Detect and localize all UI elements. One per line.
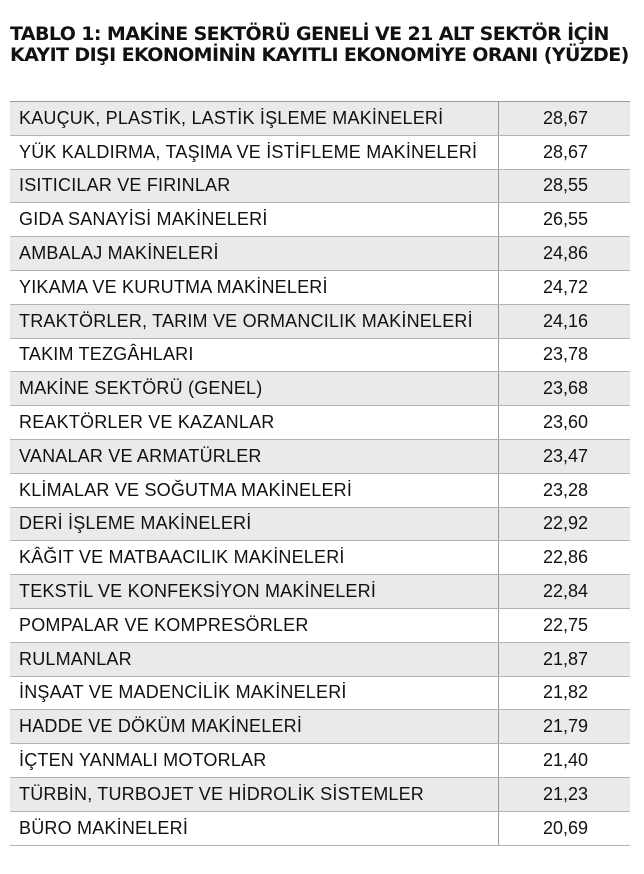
table-row (10, 237, 630, 271)
ratio-value: 22,92 (542, 513, 588, 534)
table-row (10, 541, 630, 575)
sector-label: REAKTÖRLER VE KAZANLAR (10, 406, 499, 439)
ratio-value: 28,67 (542, 141, 588, 162)
table-row (10, 474, 630, 508)
sector-label: RULMANLAR (10, 643, 499, 676)
sector-label: KLİMALAR VE SOĞUTMA MAKİNELERİ (10, 474, 499, 507)
ratio-value: 21,40 (542, 750, 588, 771)
ratio-value: 20,69 (542, 817, 588, 838)
ratio-value: 21,82 (542, 682, 588, 703)
table-row (10, 778, 630, 812)
ratio-value: 22,84 (542, 581, 588, 602)
ratio-value: 24,72 (542, 276, 588, 297)
sector-label: BÜRO MAKİNELERİ (10, 812, 499, 845)
sector-label: YÜK KALDIRMA, TAŞIMA VE İSTİFLEME MAKİNELERİ (10, 136, 499, 169)
table-row (10, 812, 630, 846)
data-table (10, 101, 630, 846)
ratio-value: 22,75 (542, 614, 588, 635)
ratio-value: 26,55 (542, 209, 588, 230)
ratio-value: 23,78 (542, 344, 588, 365)
sector-label: İÇTEN YANMALI MOTORLAR (10, 744, 499, 777)
ratio-value: 22,86 (542, 547, 588, 568)
ratio-value: 21,23 (542, 783, 588, 804)
table-row (10, 710, 630, 744)
table-row (10, 508, 630, 542)
table-row (10, 271, 630, 305)
ratio-value: 24,86 (542, 243, 588, 264)
sector-label: TÜRBİN, TURBOJET VE HİDROLİK SİSTEMLER (10, 778, 499, 811)
sector-label: MAKİNE SEKTÖRÜ (GENEL) (10, 372, 499, 405)
ratio-value: 28,55 (542, 175, 588, 196)
ratio-value: 23,47 (542, 445, 588, 466)
sector-label: VANALAR VE ARMATÜRLER (10, 440, 499, 473)
table-row (10, 305, 630, 339)
ratio-value: 23,28 (542, 479, 588, 500)
sector-label: GIDA SANAYİSİ MAKİNELERİ (10, 203, 499, 236)
table-row (10, 339, 630, 373)
table-row (10, 372, 630, 406)
ratio-value: 24,16 (542, 310, 588, 331)
table-title: TABLO 1: MAKİNE SEKTÖRÜ GENELİ VE 21 ALT SEKTÖR İÇİN KAYIT DIŞI EKONOMİNİN KAYITLI EKONOMİYE ORANI (YÜZDE) (10, 23, 629, 66)
sector-label: ISITICILAR VE FIRINLAR (10, 170, 499, 203)
ratio-value: 23,68 (542, 378, 588, 399)
ratio-value: 23,60 (542, 412, 588, 433)
table-row (10, 677, 630, 711)
sector-label: KÂĞIT VE MATBAACILIK MAKİNELERİ (10, 541, 499, 574)
table-row (10, 575, 630, 609)
table-row (10, 170, 630, 204)
table-row (10, 102, 630, 136)
table-row (10, 440, 630, 474)
sector-label: YIKAMA VE KURUTMA MAKİNELERİ (10, 271, 499, 304)
sector-label: HADDE VE DÖKÜM MAKİNELERİ (10, 710, 499, 743)
sector-label: AMBALAJ MAKİNELERİ (10, 237, 499, 270)
table-row (10, 744, 630, 778)
sector-label: TRAKTÖRLER, TARIM VE ORMANCILIK MAKİNELERİ (10, 305, 499, 338)
sector-label: TAKIM TEZGÂHLARI (10, 339, 499, 372)
sector-label: KAUÇUK, PLASTİK, LASTİK İŞLEME MAKİNELERİ (10, 102, 499, 135)
table-row (10, 643, 630, 677)
table-row (10, 609, 630, 643)
ratio-value: 28,67 (542, 107, 588, 128)
table-row (10, 406, 630, 440)
sector-label: TEKSTİL VE KONFEKSİYON MAKİNELERİ (10, 575, 499, 608)
sector-label: DERİ İŞLEME MAKİNELERİ (10, 508, 499, 541)
table-row (10, 136, 630, 170)
ratio-value: 21,87 (542, 648, 588, 669)
sector-label: İNŞAAT VE MADENCİLİK MAKİNELERİ (10, 677, 499, 710)
ratio-value: 21,79 (542, 716, 588, 737)
sector-label: POMPALAR VE KOMPRESÖRLER (10, 609, 499, 642)
table-row (10, 203, 630, 237)
